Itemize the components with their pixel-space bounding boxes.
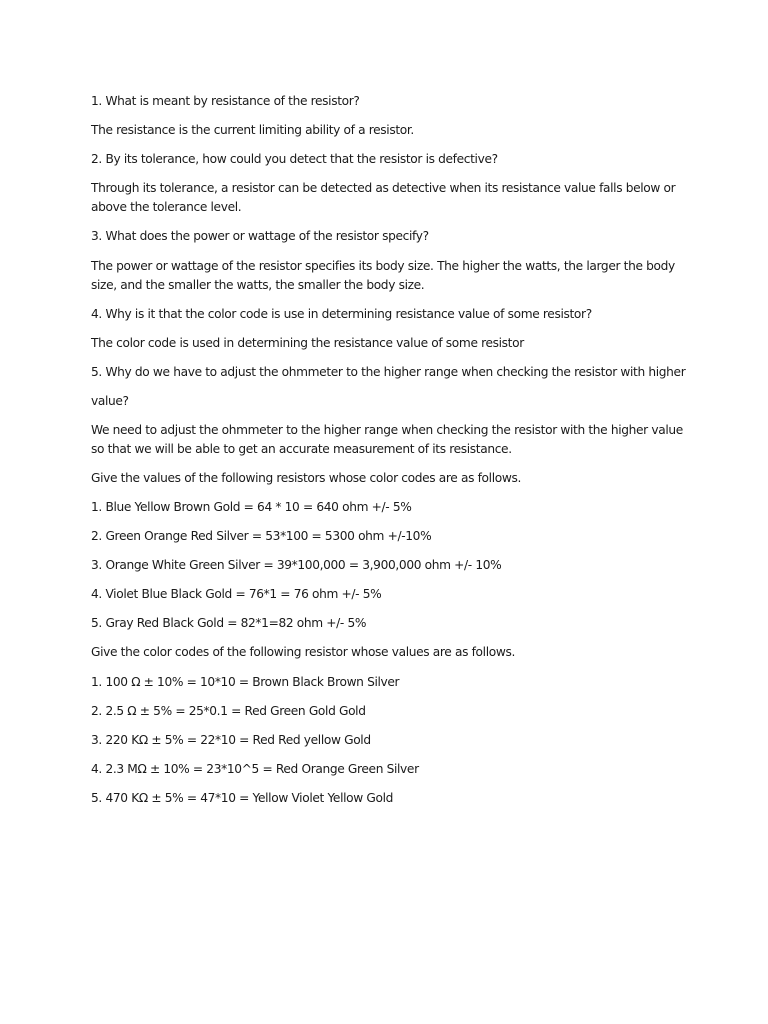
question-1: 1. What is meant by resistance of the resistor?	[91, 94, 360, 108]
answer-5-line-1: We need to adjust the ohmmeter to the higher range when checking the resistor with the higher value	[91, 423, 683, 437]
answer-3-line-2: size, and the smaller the watts, the smaller the body size.	[91, 278, 425, 292]
question-3: 3. What does the power or wattage of the resistor specify?	[91, 229, 429, 243]
answer-2-line-1: Through its tolerance, a resistor can be detected as detective when its resistance value falls below or	[91, 181, 676, 195]
section-2-item: 2. 2.5 Ω ± 5% = 25*0.1 = Red Green Gold Gold	[91, 704, 366, 718]
section-1-item: 2. Green Orange Red Silver = 53*100 = 5300 ohm +/-10%	[91, 529, 432, 543]
section-2-heading: Give the color codes of the following resistor whose values are as follows.	[91, 645, 515, 659]
section-1-item: 5. Gray Red Black Gold = 82*1=82 ohm +/- 5%	[91, 616, 367, 630]
question-4: 4. Why is it that the color code is use in determining resistance value of some resistor?	[91, 307, 592, 321]
section-1-item: 1. Blue Yellow Brown Gold = 64 * 10 = 640 ohm +/- 5%	[91, 500, 412, 514]
section-2-item: 1. 100 Ω ± 10% = 10*10 = Brown Black Brown Silver	[91, 675, 400, 689]
section-2-item: 4. 2.3 MΩ ± 10% = 23*10^5 = Red Orange Green Silver	[91, 762, 419, 776]
question-5-line-1: 5. Why do we have to adjust the ohmmeter to the higher range when checking the resistor with higher	[91, 365, 686, 379]
section-1-item: 4. Violet Blue Black Gold = 76*1 = 76 ohm +/- 5%	[91, 587, 382, 601]
section-2-item: 5. 470 KΩ ± 5% = 47*10 = Yellow Violet Yellow Gold	[91, 791, 394, 805]
answer-1: The resistance is the current limiting ability of a resistor.	[91, 123, 414, 137]
question-5-line-2: value?	[91, 394, 129, 408]
section-1-heading: Give the values of the following resistors whose color codes are as follows.	[91, 471, 521, 485]
question-2: 2. By its tolerance, how could you detect that the resistor is defective?	[91, 152, 498, 166]
answer-3-line-1: The power or wattage of the resistor specifies its body size. The higher the watts, the larger the body	[91, 259, 675, 273]
section-2-item: 3. 220 KΩ ± 5% = 22*10 = Red Red yellow Gold	[91, 733, 371, 747]
answer-5-line-2: so that we will be able to get an accurate measurement of its resistance.	[91, 442, 512, 456]
answer-2-line-2: above the tolerance level.	[91, 200, 242, 214]
section-1-item: 3. Orange White Green Silver = 39*100,000 = 3,900,000 ohm +/- 10%	[91, 558, 502, 572]
answer-4: The color code is used in determining the resistance value of some resistor	[91, 336, 524, 350]
